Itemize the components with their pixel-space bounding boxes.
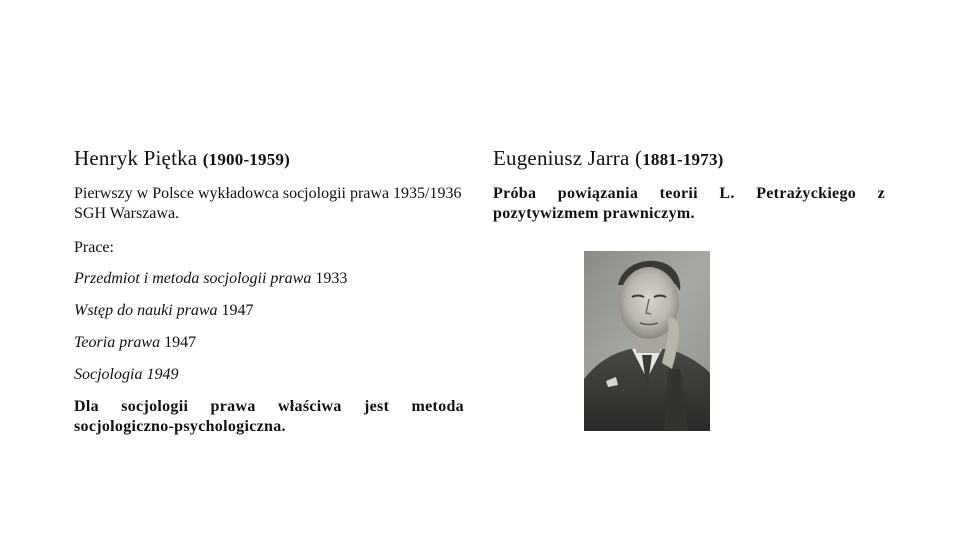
left-conclusion: Dla socjologii prawa właściwa jest metoda socjologiczno-psychologiczna.: [74, 398, 464, 435]
right-years-open: (: [634, 146, 643, 170]
work-item: [74, 270, 347, 288]
right-heading: [493, 146, 724, 171]
work-item: [74, 366, 178, 384]
work-year: 1947: [217, 302, 254, 319]
right-years-close: ): [717, 150, 724, 169]
work-item: [74, 334, 196, 352]
right-years: 1881-1973: [642, 150, 718, 169]
works-label: Prace:: [74, 239, 114, 256]
work-title: Teoria prawa: [74, 334, 161, 351]
work-item: [74, 302, 254, 320]
left-years: (1900-1959): [202, 150, 290, 169]
left-heading: [74, 146, 290, 171]
left-description: Pierwszy w Polsce wykładowca socjologii prawa 1935/1936 SGH Warszawa.: [74, 185, 462, 222]
work-title: Socjologia 1949: [74, 366, 179, 383]
work-title: Wstęp do nauki prawa: [74, 302, 218, 319]
right-name: Eugeniusz Jarra: [493, 146, 635, 170]
portrait-photo: [584, 251, 710, 431]
work-year: 1933: [311, 270, 348, 287]
right-description: Próba powiązania teorii L. Petrażyckiego z pozytywizmem prawniczym.: [493, 185, 885, 222]
work-year: 1947: [160, 334, 197, 351]
work-title: Przedmiot i metoda socjologii prawa: [74, 270, 312, 287]
left-name: Henryk Piętka: [74, 146, 203, 170]
